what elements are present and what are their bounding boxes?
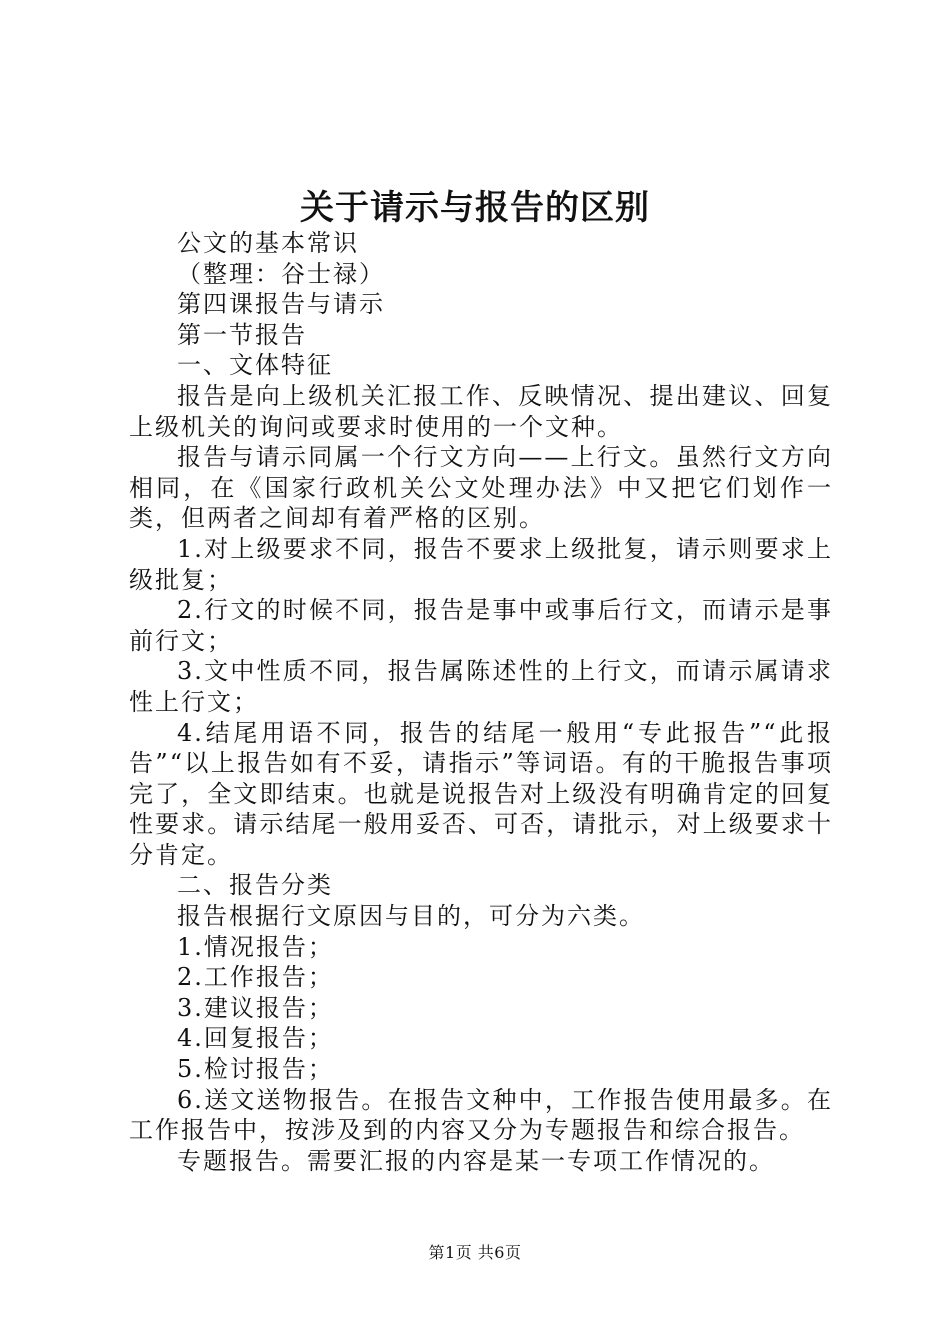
paragraph: 5.检讨报告；	[177, 1055, 334, 1084]
paragraph: 6.送文送物报告。在报告文种中，工作报告使用最多。在工作报告中，按涉及到的内容又分为专题报告和综合报告。	[129, 1085, 833, 1145]
paragraph: 4.结尾用语不同，报告的结尾一般用“专此报告”“此报告”“以上报告如有不妥，请指示”等词语。有的干脆报告事项完了，全文即结束。也就是说报告对上级没有明确肯定的回复性要求。请示结尾一般用妥否、可否，请批示，对上级要求十分肯定。	[129, 718, 833, 869]
paragraph: 3.建议报告；	[177, 993, 334, 1022]
paragraph: 第四课报告与请示	[177, 290, 385, 319]
paragraph: 报告是向上级机关汇报工作、反映情况、提出建议、回复上级机关的询问或要求时使用的一个文种。	[129, 381, 833, 441]
paragraph: 公文的基本常识	[177, 229, 359, 257]
paragraph: 3.文中性质不同，报告属陈述性的上行文，而请示属请求性上行文；	[129, 657, 833, 716]
paragraph: 4.回复报告；	[177, 1024, 334, 1053]
document-title: 关于请示与报告的区别	[300, 188, 650, 228]
document-body	[129, 228, 833, 1176]
paragraph: 第一节报告	[177, 320, 307, 349]
page-number-footer: 第1页 共6页	[428, 1243, 522, 1262]
paragraph: 报告与请示同属一个行文方向——上行文。虽然行文方向相同，在《国家行政机关公文处理办法》中又把它们划作一类，但两者之间却有着严格的区别。	[129, 443, 833, 533]
paragraph: 二、报告分类	[177, 871, 333, 900]
paragraph: （整理：谷士禄）	[177, 259, 385, 288]
paragraph: 1.情况报告；	[177, 932, 334, 961]
paragraph: 报告根据行文原因与目的，可分为六类。	[177, 902, 645, 931]
paragraph: 1.对上级要求不同，报告不要求上级批复，请示则要求上级批复；	[129, 534, 833, 594]
paragraph: 2.行文的时候不同，报告是事中或事后行文，而请示是事前行文；	[129, 596, 833, 655]
paragraph: 一、文体特征	[177, 351, 333, 380]
paragraph: 专题报告。需要汇报的内容是某一专项工作情况的。	[177, 1146, 775, 1175]
paragraph: 2.工作报告；	[177, 963, 334, 992]
